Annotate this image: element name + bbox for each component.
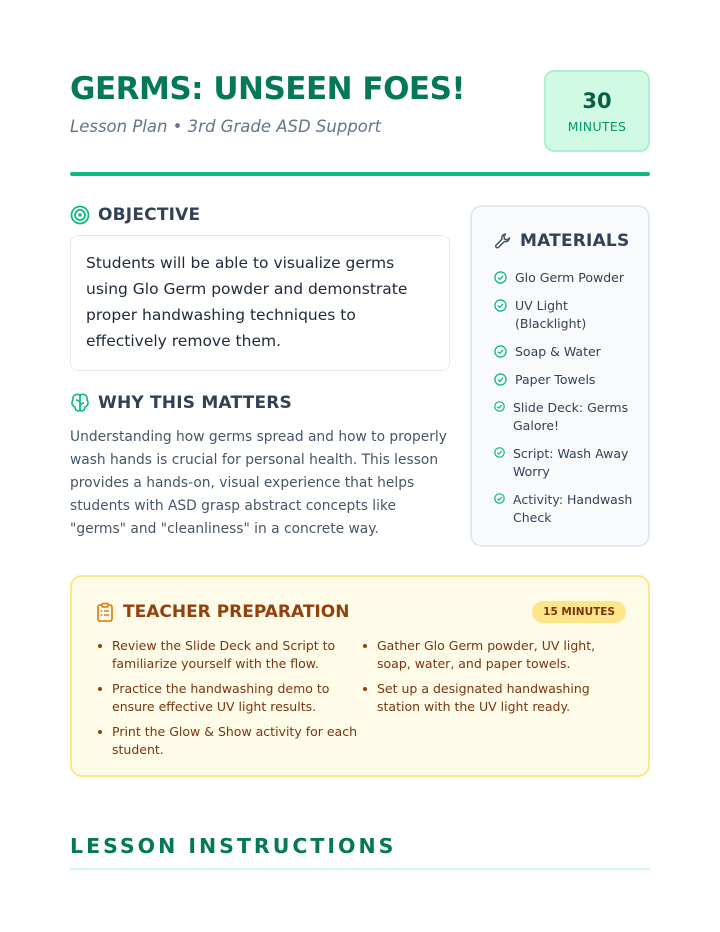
why-section xyxy=(70,392,450,541)
objective-heading-label: OBJECTIVE xyxy=(98,205,201,225)
material-label: Script: Wash Away Worry xyxy=(513,446,629,479)
check-circle-icon xyxy=(494,345,507,358)
material-label: Activity: Handwash Check xyxy=(513,492,633,525)
list-item: Review the Slide Deck and Script to familiarize yourself with the flow. xyxy=(96,637,361,673)
check-circle-icon xyxy=(494,271,507,284)
prep-columns xyxy=(96,637,626,766)
teacher-preparation-panel xyxy=(70,575,650,777)
prep-duration-badge: 15 MINUTES xyxy=(532,601,626,623)
lesson-instructions-section xyxy=(70,834,650,870)
objective-card: Students will be able to visualize germs using Glo Germ powder and demonstrate proper handwashing techniques to effectively remove them. xyxy=(70,235,450,371)
page-subtitle: Lesson Plan • 3rd Grade ASD Support xyxy=(70,117,382,136)
material-label: Paper Towels xyxy=(515,372,596,387)
prep-header xyxy=(96,601,626,623)
header-divider xyxy=(70,172,650,176)
objective-heading xyxy=(70,205,450,225)
list-item xyxy=(494,491,634,527)
list-item xyxy=(494,297,634,333)
prep-list-right xyxy=(361,637,626,766)
duration-unit: MINUTES xyxy=(567,119,627,134)
check-circle-icon xyxy=(494,447,505,458)
duration-value: 30 xyxy=(582,89,612,113)
objective-section xyxy=(70,205,450,371)
list-item: Print the Glow & Show activity for each student. xyxy=(96,723,361,759)
check-circle-icon xyxy=(494,373,507,386)
list-item xyxy=(494,269,634,287)
list-item xyxy=(494,399,634,435)
list-item: Practice the handwashing demo to ensure effective UV light results. xyxy=(96,680,361,716)
list-item xyxy=(494,343,634,361)
lesson-instructions-heading: LESSON INSTRUCTIONS xyxy=(70,834,397,858)
list-item: Gather Glo Germ powder, UV light, soap, water, and paper towels. xyxy=(361,637,626,673)
wrench-icon xyxy=(494,232,512,250)
check-circle-icon xyxy=(494,401,505,412)
lesson-divider xyxy=(70,868,650,870)
clipboard-list-icon xyxy=(96,602,114,622)
materials-heading-label: MATERIALS xyxy=(520,231,630,251)
prep-heading-label: TEACHER PREPARATION xyxy=(123,602,350,622)
material-label: Slide Deck: Germs Galore! xyxy=(513,400,629,433)
materials-panel xyxy=(470,205,650,547)
check-circle-icon xyxy=(494,299,507,312)
target-icon xyxy=(70,205,90,225)
why-heading-label: WHY THIS MATTERS xyxy=(98,393,293,413)
header xyxy=(70,70,650,154)
materials-heading xyxy=(494,231,634,251)
prep-list-left xyxy=(96,637,361,766)
page-title: GERMS: UNSEEN FOES! xyxy=(70,71,466,107)
duration-badge xyxy=(544,70,650,152)
material-label: Glo Germ Powder xyxy=(515,270,624,285)
brain-icon xyxy=(70,392,90,414)
why-heading xyxy=(70,392,450,414)
material-label: Soap & Water xyxy=(515,344,601,359)
materials-list xyxy=(494,269,634,527)
list-item: Set up a designated handwashing station with the UV light ready. xyxy=(361,680,626,716)
why-text: Understanding how germs spread and how to properly wash hands is crucial for personal health. This lesson provides a hands-on, visual experience that helps students with ASD grasp abstract concepts like "germs" and "cleanliness" in a concrete way. xyxy=(70,429,447,537)
list-item xyxy=(494,445,634,481)
list-item xyxy=(494,371,634,389)
prep-heading xyxy=(96,602,349,622)
check-circle-icon xyxy=(494,493,505,504)
material-label: UV Light (Blacklight) xyxy=(515,298,587,331)
